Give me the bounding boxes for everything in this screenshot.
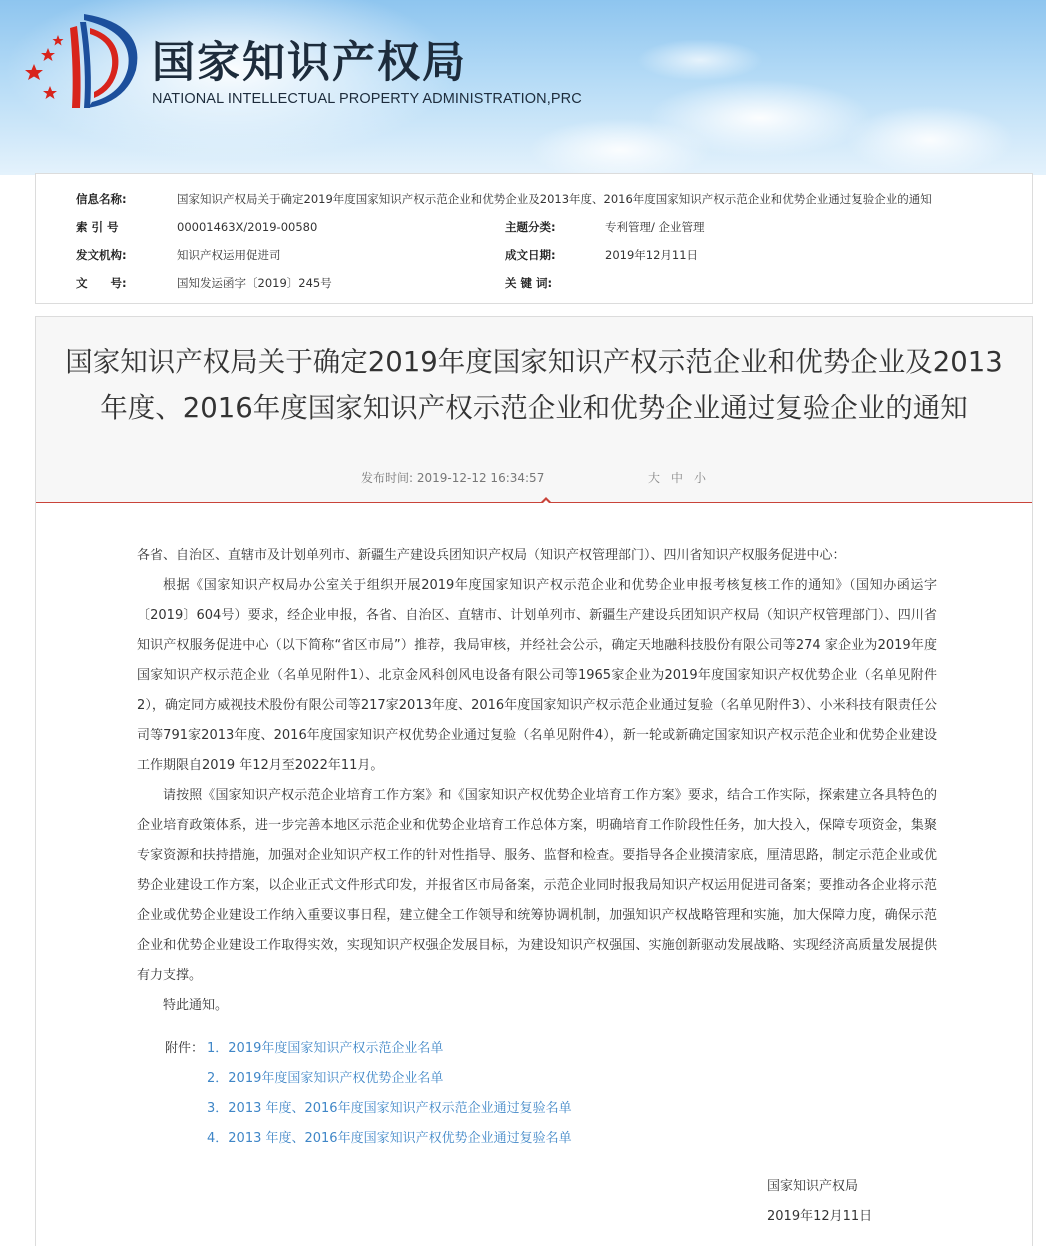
font-size-small-button[interactable]: 小 bbox=[694, 471, 707, 485]
signature-org: 国家知识产权局 bbox=[767, 1179, 859, 1194]
signature-date: 2019年12月11日 bbox=[767, 1209, 873, 1224]
article-title: 国家知识产权局关于确定2019年度国家知识产权示范企业和优势企业及2013年度、2016年度国家知识产权示范企业和优势企业通过复验企业的通知 bbox=[65, 346, 1003, 424]
article-header bbox=[36, 317, 1032, 502]
info-index-label: 索 引 号 bbox=[76, 220, 119, 234]
info-date-label: 成文日期: bbox=[505, 248, 556, 262]
article-container bbox=[35, 316, 1033, 1246]
publish-value: 2019-12-12 16:34:57 bbox=[416, 471, 545, 485]
publish-label: 发布时间: bbox=[361, 471, 414, 485]
site-title: 国家知识产权局 bbox=[152, 38, 467, 88]
closing: 特此通知。 bbox=[163, 998, 229, 1013]
attachment-link-4[interactable]: 4．2013 年度、2016年度国家知识产权优势企业通过复验名单 bbox=[207, 1131, 572, 1146]
paragraph-1: 根据《国家知识产权局办公室关于组织开展2019年度国家知识产权示范企业和优势企业申报考核复核工作的通知》（国知办函运字〔2019〕604号）要求，经企业申报，各省、自治区、直辖市、计划单列市、新疆生产建设兵团知识产权局（知识产权管理部门）、四川省知识产权服务促进中心（以下简称“省区市局”）推荐，我局审核，并经社会公示，确定天地融科技股份有限公司等274 家企业为2019年度国家知识产权示范企业（名单见附件1）、北京金风科创风电设备有限公司等1965家企业为2019年度国家知识产权优势企业（名单见附件2），确定同方威视技术股份有限公司等217家2013年度、2016年度国家知识产权示范企业通过复验（名单见附件3）、小米科技有限责任公司等791家2013年度、2016年度国家知识产权优势企业通过复验（名单见附件4），新一轮或新确定国家知识产权示范企业和优势企业建设工作期限自2019 年12月至2022年11月。 bbox=[137, 578, 937, 773]
cnipa-emblem-icon[interactable] bbox=[14, 10, 144, 115]
info-topic-value: 专利管理/ 企业管理 bbox=[605, 220, 705, 234]
info-date-value: 2019年12月11日 bbox=[605, 248, 699, 262]
info-name-value: 国家知识产权局关于确定2019年度国家知识产权示范企业和优势企业及2013年度、2016年度国家知识产权示范企业和优势企业通过复验企业的通知 bbox=[177, 192, 932, 206]
info-issuer-label: 发文机构: bbox=[76, 248, 127, 262]
attachment-link-2[interactable]: 2．2019年度国家知识产权优势企业名单 bbox=[207, 1071, 444, 1086]
salutation: 各省、自治区、直辖市及计划单列市、新疆生产建设兵团知识产权局（知识产权管理部门）、四川省知识产权服务促进中心： bbox=[137, 548, 846, 563]
attachments-list bbox=[165, 1034, 204, 1064]
divider-notch-inner bbox=[543, 500, 549, 503]
attachment-link-1[interactable]: 1．2019年度国家知识产权示范企业名单 bbox=[207, 1041, 444, 1056]
info-issuer-value: 知识产权运用促进司 bbox=[177, 248, 281, 262]
info-keywords-label: 关 键 词: bbox=[505, 276, 553, 290]
font-size-large-button[interactable]: 大 bbox=[648, 471, 661, 485]
attachments-label: 附件： bbox=[165, 1041, 205, 1056]
info-name-label: 信息名称: bbox=[76, 192, 127, 206]
info-docno-label: 文 号: bbox=[76, 276, 127, 290]
info-topic-label: 主题分类: bbox=[505, 220, 556, 234]
site-subtitle: NATIONAL INTELLECTUAL PROPERTY ADMINISTRATION,PRC bbox=[152, 91, 582, 107]
document-info-table bbox=[35, 173, 1033, 304]
font-size-medium-button[interactable]: 中 bbox=[671, 471, 684, 485]
publish-time bbox=[361, 469, 544, 486]
title-divider bbox=[36, 502, 1032, 503]
attachment-link-3[interactable]: 3．2013 年度、2016年度国家知识产权示范企业通过复验名单 bbox=[207, 1101, 572, 1116]
site-header bbox=[0, 0, 1046, 175]
paragraph-2: 请按照《国家知识产权示范企业培育工作方案》和《国家知识产权优势企业培育工作方案》要求，结合工作实际，探索建立各具特色的企业培育政策体系，进一步完善本地区示范企业和优势企业培育工作总体方案，明确培育工作阶段性任务，加大投入，保障专项资金，集聚专家资源和扶持措施，加强对企业知识产权工作的针对性指导、服务、监督和检查。要指导各企业摸清家底，厘清思路，制定示范企业或优势企业建设工作方案，以企业正式文件形式印发，并报省区市局备案，示范企业同时报我局知识产权运用促进司备案；要推动各企业将示范企业或优势企业建设工作纳入重要议事日程，建立健全工作领导和统筹协调机制，加强知识产权战略管理和实施，加大保障力度，确保示范企业和优势企业建设工作取得实效，实现知识产权强企发展目标，为建设知识产权强国、实施创新驱动发展战略、实现经济高质量发展提供有力支撑。 bbox=[137, 788, 937, 983]
info-index-value: 00001463X/2019-00580 bbox=[177, 220, 318, 234]
info-docno-value: 国知发运函字〔2019〕245号 bbox=[177, 276, 332, 290]
article-body bbox=[137, 541, 937, 1021]
